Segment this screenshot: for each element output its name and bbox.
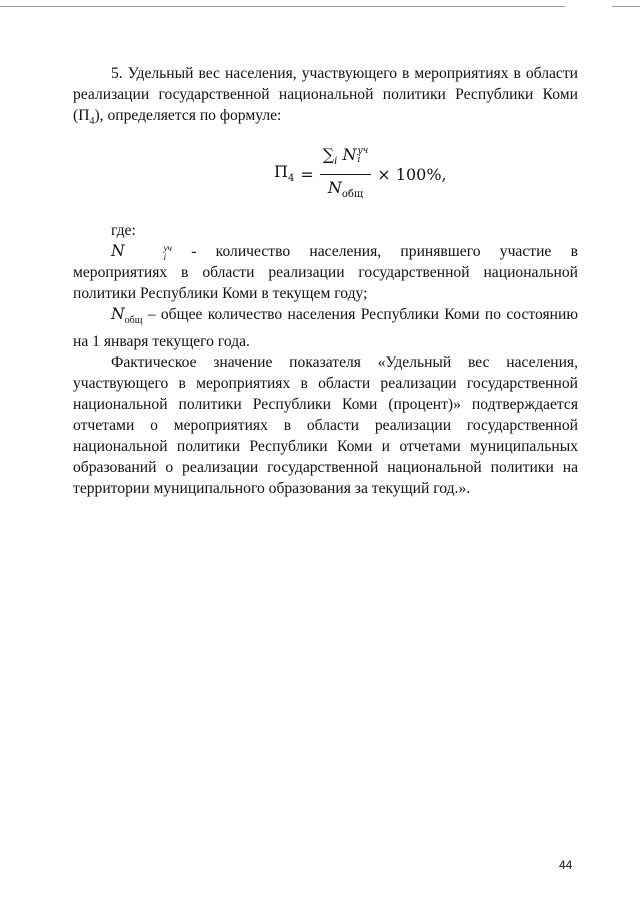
formula-equals: = (300, 165, 314, 185)
paragraph-confirmation: Фактическое значение показателя «Удельный вес населения, участвующего в мероприятиях в области реализации государственной национальной политики Республики Коми (процент)» подтверждается отчетами о мероприятиях в области реализации государственной национальной политики Республики Коми и отчетами муниципальных образований о реализации государственной национальной политики на территории муниципального образования за текущий год.». (73, 354, 578, 498)
page-number: 44 (559, 858, 573, 872)
definition-total-population: $N_{общ}$ – общее количество населения Республики Коми по состоянию на 1 января текущего года. (73, 305, 578, 351)
formula-lhs: $П_4$ (274, 161, 295, 184)
where-label: где: (111, 222, 136, 240)
top-rule-fragment (612, 6, 640, 7)
definition-participants: N уч i - количество населения, принявшего участие в мероприятиях в области реализации государственной национальной политики Республики Коми в текущем году; (73, 242, 578, 303)
formula-tail: × 100%, (377, 165, 447, 185)
formula (274, 144, 447, 205)
formula-fraction (320, 144, 372, 205)
formula-block (73, 138, 578, 220)
top-rule (0, 6, 565, 7)
formula-numerator: $\sum_i$ N уч i (320, 144, 372, 175)
document-body (73, 63, 578, 499)
paragraph-indicator-5: 5. Удельный вес населения, участвующего в мероприятиях в области реализации государственной национальной политики Республики Коми $(П_4)$, определяется по формуле: (73, 65, 578, 128)
formula-denominator: $N_{общ}$ (327, 178, 364, 201)
